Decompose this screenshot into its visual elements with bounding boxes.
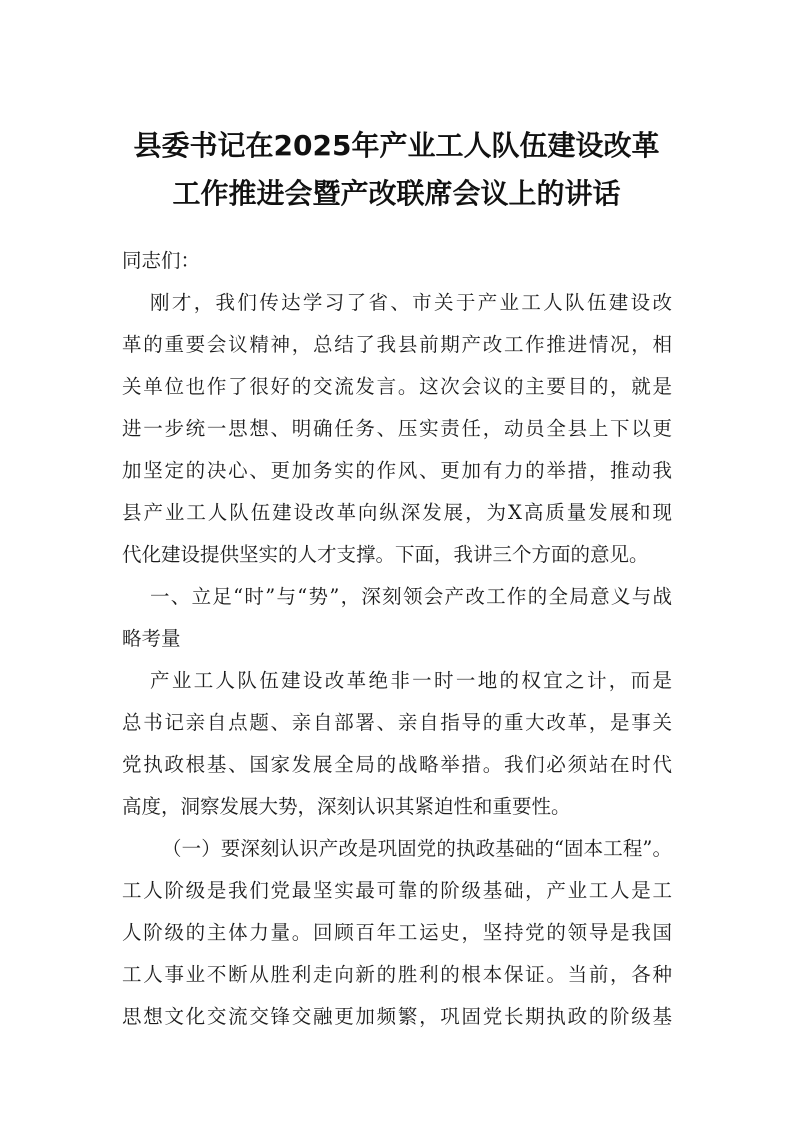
body-line: 产业工人队伍建设改革绝非一时一地的权宜之计，而是 xyxy=(150,669,672,692)
section-heading-1: 一、立足“时”与“势”，深刻领会产改工作的全局意义与战 xyxy=(150,585,672,608)
body-line: 加坚定的决心、更加务实的作风、更加有力的举措，推动我 xyxy=(122,459,672,482)
body-line: 高度，洞察发展大势，深刻认识其紧迫性和重要性。 xyxy=(122,795,571,818)
body-line: 总书记亲自点题、亲自部署、亲自指导的重大改革，是事关 xyxy=(122,711,672,734)
document-title-line-1: 县委书记在2025年产业工人队伍建设改革 xyxy=(133,129,660,162)
body-line: 工人事业不断从胜利走向新的胜利的根本保证。当前，各种 xyxy=(122,963,672,986)
subsection-heading-1: （一）要深刻认识产改是巩固党的执政基础的“固本工程”。 xyxy=(162,837,672,860)
body-line: 县产业工人队伍建设改革向纵深发展，为X高质量发展和现 xyxy=(122,501,672,524)
body-line: 刚才，我们传达学习了省、市关于产业工人队伍建设改 xyxy=(150,291,672,314)
body-line: 思想文化交流交锋交融更加频繁，巩固党长期执政的阶级基 xyxy=(122,1005,672,1028)
body-line: 关单位也作了很好的交流发言。这次会议的主要目的，就是 xyxy=(122,375,672,398)
body-line: 代化建设提供坚实的人才支撑。下面，我讲三个方面的意见。 xyxy=(122,543,649,566)
document-title-line-2: 工作推进会暨产改联席会议上的讲话 xyxy=(172,177,621,210)
body-line: 工人阶级是我们党最坚实最可靠的阶级基础，产业工人是工 xyxy=(122,879,672,902)
section-heading-1-cont: 略考量 xyxy=(122,627,181,650)
body-line: 革的重要会议精神，总结了我县前期产改工作推进情况，相 xyxy=(122,333,672,356)
body-line: 党执政根基、国家发展全局的战略举措。我们必须站在时代 xyxy=(122,753,672,776)
salutation: 同志们： xyxy=(122,249,201,272)
body-line: 人阶级的主体力量。回顾百年工运史，坚持党的领导是我国 xyxy=(122,921,672,944)
body-line: 进一步统一思想、明确任务、压实责任，动员全县上下以更 xyxy=(122,417,672,440)
